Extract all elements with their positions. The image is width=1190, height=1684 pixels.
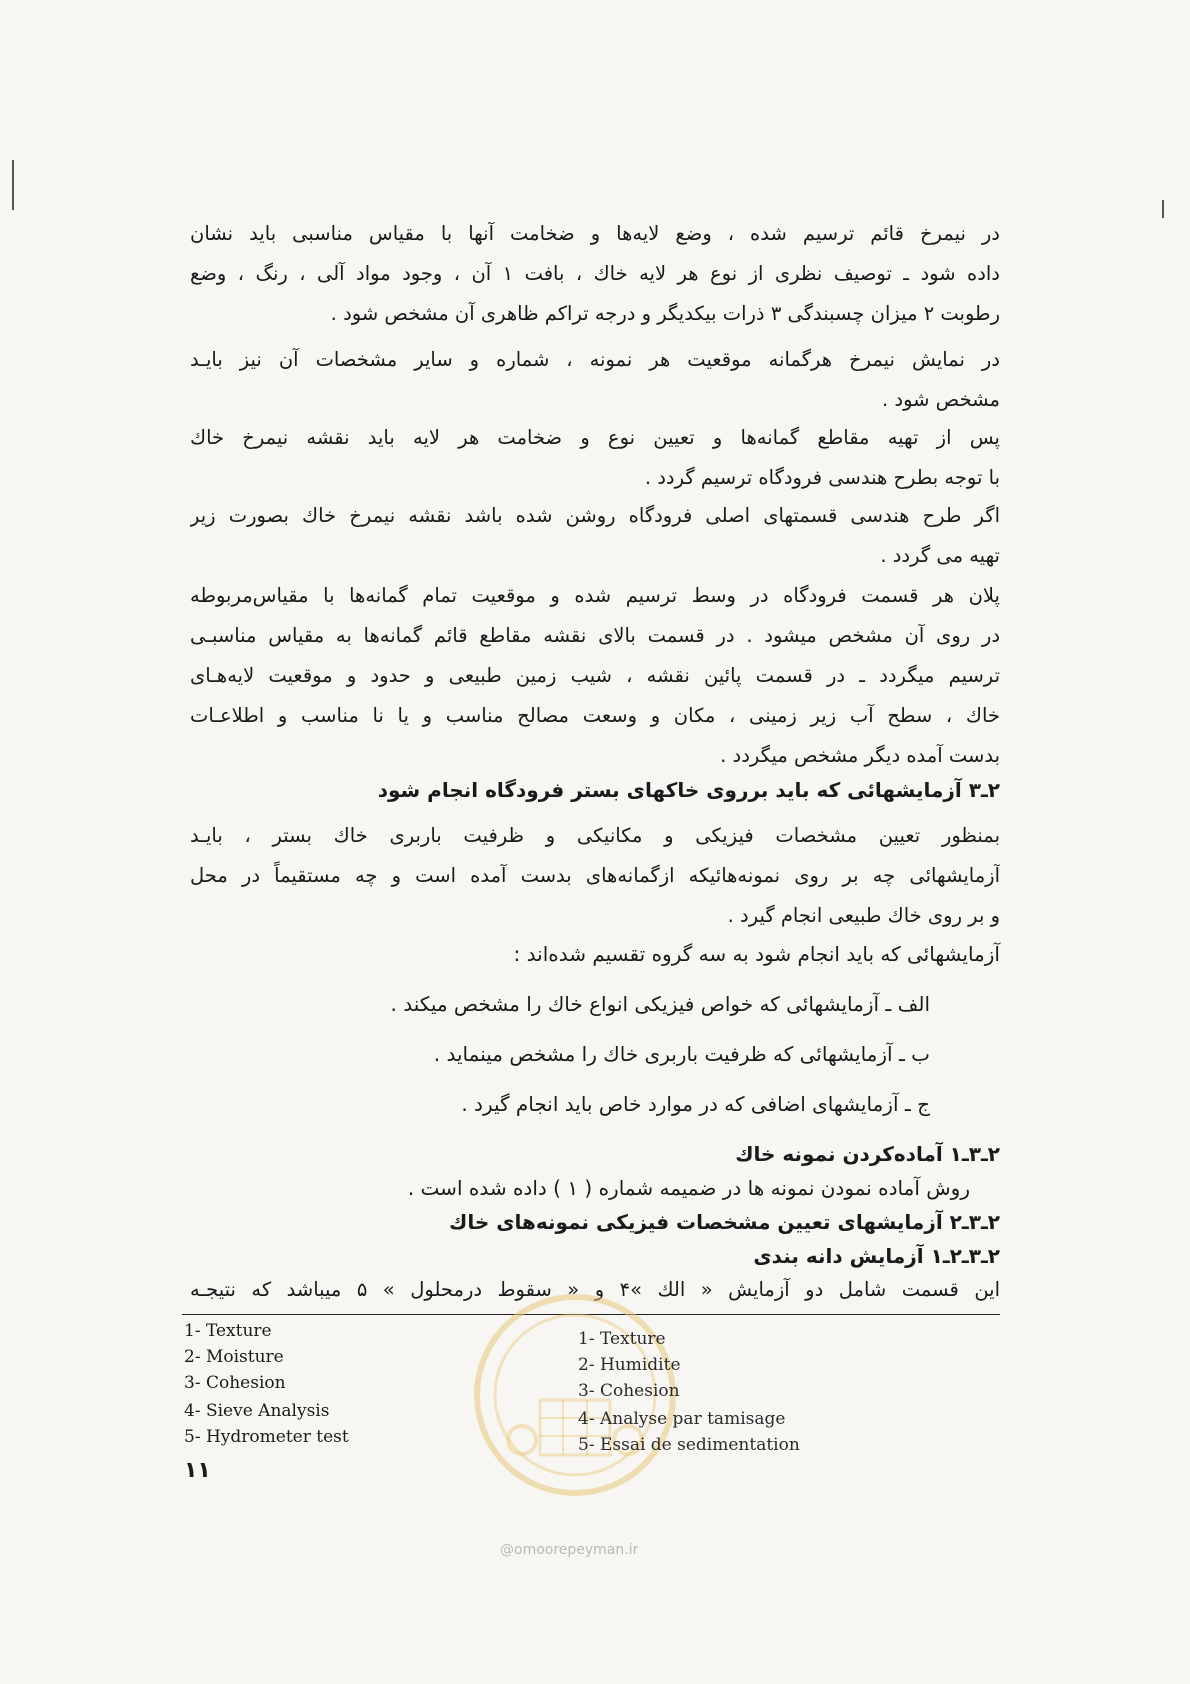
right-edge-mark [1162,200,1164,218]
heading-soil-tests: ۲ـ۳ آزمایشهائی که باید برروی خاکهای بستر فرودگاه انجام شود [377,778,1000,802]
footnote-fr-2: 2- Humidite [578,1355,681,1375]
heading-grading-test: ۲ـ۳ـ۲ـ۱ آزمایش دانه بندی [753,1244,1000,1268]
text-line: با توجه بطرح هندسی فرودگاه ترسیم گردد . [644,466,1000,489]
heading-physical-tests: ۲ـ۳ـ۲ آزمایشهای تعیین مشخصات فیزیکی نمونه‌های خاك [448,1210,1000,1234]
text-line: بدست آمده دیگر مشخص میگردد . [720,744,1000,767]
test-group-c: ج ـ آزمایشهای اضافی که در موارد خاص باید انجام گیرد . [461,1092,930,1116]
footnote-en-1: 1- Texture [184,1321,272,1341]
footnote-fr-3: 3- Cohesion [578,1381,680,1401]
heading-sample-preparation: ۲ـ۳ـ۱ آماده‌کردن نمونه خاك [735,1142,1000,1166]
text-line: در روی آن مشخص میشود . در قسمت بالای نقشه مقاطع قائم گمانه‌ها به مقیاس مناسبـی [190,624,1000,647]
left-edge-mark [12,160,14,210]
text-line: داده شود ـ توصیف نظری از نوع هر لایه خاك ، بافت ۱ آن ، وجود مواد آلی ، رنگ ، وضع [190,262,1000,285]
footnote-en-5: 5- Hydrometer test [184,1427,349,1447]
footnote-fr-4: 4- Analyse par tamisage [578,1409,786,1429]
test-group-a: الف ـ آزمایشهائی که خواص فیزیکی انواع خاك را مشخص میکند . [390,992,930,1016]
text-line: پلان هر قسمت فرودگاه در وسط ترسیم شده و موقعیت تمام گمانه‌ها با مقیاس‌مربوطه [190,584,1000,607]
paragraph-plan-layout [190,576,1000,776]
paragraph-geometric-design [190,496,1000,576]
paragraph-profile-description [190,214,1000,334]
page-number: ۱۱ [184,1458,211,1483]
test-group-b: ب ـ آزمایشهائی که ظرفیت باربری خاك را مشخص مینماید . [433,1042,930,1066]
sample-preparation-text: روش آماده نمودن نمونه ها در ضمیمه شماره ( ۱ ) داده شده است . [407,1176,970,1200]
text-line: ترسیم میگردد ـ در قسمت پائین نقشه ، شیب زمین طبیعی و حدود و موقعیت لایه‌هـای [190,664,1000,687]
text-line: و بر روی خاك طبیعی انجام گیرد . [727,904,1000,927]
text-line: در نیمرخ قائم ترسیم شده ، وضع لایه‌ها و ضخامت آنها با مقیاس مناسبی باید نشان [190,222,1000,245]
text-line: پس از تهیه مقاطع گمانه‌ها و تعیین نوع و ضخامت هر لایه باید نقشه نیمرخ خاك [190,426,1000,449]
text-line: اگر طرح هندسی قسمتهای اصلی فرودگاه روشن شده باشد نقشه نیمرخ خاك بصورت زیر [190,504,1000,527]
footnote-fr-5: 5- Essai de sedimentation [578,1435,800,1455]
paragraph-test-purpose [190,816,1000,936]
tests-intro: آزمایشهائی که باید انجام شود به سه گروه تقسیم شده‌اند : [513,942,1000,966]
paragraph-borehole-display [190,340,1000,420]
footnote-fr-1: 1- Texture [578,1329,666,1349]
paragraph-section-preparation [190,418,1000,498]
text-line: آزمایشهائی چه بر روی نمونه‌هائیکه ازگمانه‌های بدست آمده است و چه مستقیماً در محل [190,864,1000,887]
text-line: تهیه می گردد . [880,544,1000,567]
text-line: در نمایش نیمرخ هرگمانه موقعیت هر نمونه ، شماره و سایر مشخصات آن نیز بایـد [190,348,1000,371]
text-line: این قسمت شامل دو آزمایش « الك »۴ و « سقوط درمحلول » ۵ میباشد که نتیجـه [190,1278,1000,1301]
footnote-en-2: 2- Moisture [184,1347,284,1367]
footnote-en-3: 3- Cohesion [184,1373,286,1393]
text-line: خاك ، سطح آب زیر زمینی ، مکان و وسعت مصالح مناسب و یا نا مناسب و اطلاعـات [190,704,1000,727]
text-line: بمنظور تعیین مشخصات فیزیکی و مکانیکی و ظرفیت باربری خاك بستر ، بایـد [190,824,1000,847]
text-line: رطوبت ۲ میزان چسبندگی ۳ ذرات بیکدیگر و درجه تراکم ظاهری آن مشخص شود . [330,302,1000,325]
footnote-en-4: 4- Sieve Analysis [184,1401,330,1421]
text-line: مشخص شود . [881,388,1000,411]
watermark-site: @omoorepeyman.ir [500,1542,639,1558]
